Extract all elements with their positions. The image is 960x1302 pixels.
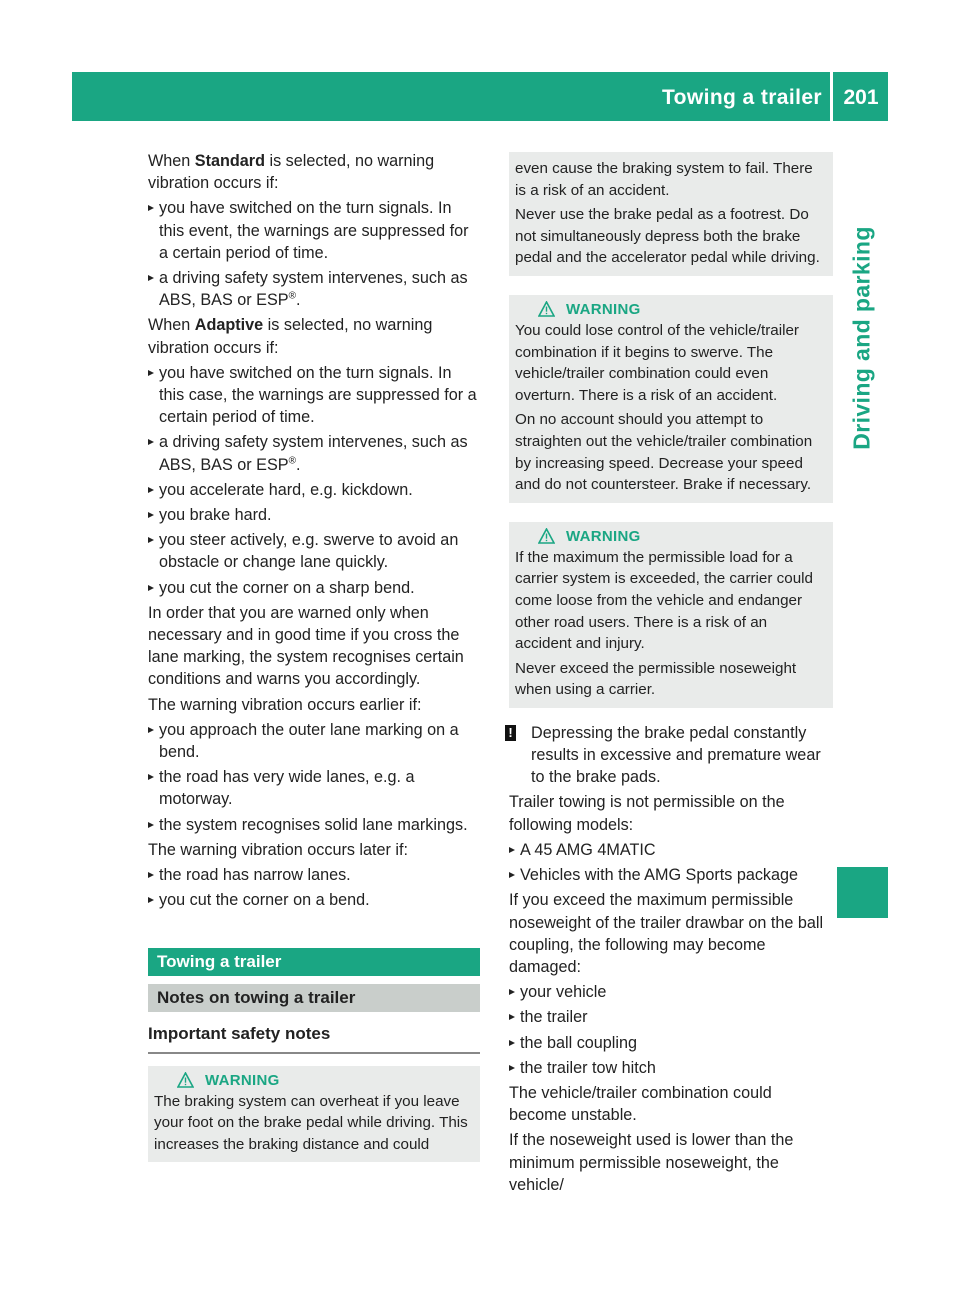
- header-divider: [830, 72, 833, 121]
- keyword-standard: Standard: [194, 152, 265, 170]
- list-item: you cut the corner on a bend.: [148, 889, 480, 911]
- list-item: the ball coupling: [509, 1032, 833, 1054]
- side-tab-label: Driving and parking: [848, 226, 875, 450]
- list-item: you cut the corner on a sharp bend.: [148, 577, 480, 599]
- left-column: [148, 150, 480, 1162]
- warning-text: Never use the brake pedal as a footrest. Do not simultaneously depress both the brake pedal and the accelerator pedal while driving.: [515, 206, 820, 267]
- subheading: Important safety notes: [148, 1021, 480, 1054]
- paragraph-standard: When Standard is selected, no warning vibration occurs if:: [148, 152, 435, 193]
- section-heading: Towing a trailer: [148, 948, 480, 976]
- list-item: you have switched on the turn signals. In this event, the warnings are suppressed for a certain period of time.: [148, 197, 480, 264]
- paragraph: Trailer towing is not permissible on the following models:: [509, 793, 785, 834]
- list-item: your vehicle: [509, 981, 833, 1003]
- warning-text: Never exceed the permissible noseweight when using a carrier.: [515, 659, 797, 699]
- list-item: Vehicles with the AMG Sports package: [509, 864, 833, 886]
- list-item: you accelerate hard, e.g. kickdown.: [148, 479, 480, 501]
- paragraph: The vehicle/trailer combination could become unstable.: [509, 1083, 772, 1125]
- list-item: you approach the outer lane marking on a bend.: [148, 719, 480, 763]
- page-number: 201: [843, 86, 879, 109]
- warning-text: If the maximum the permissible load for a carrier system is exceeded, the carrier could come loose from the vehicle and endanger other road users. There is a risk of an accident and injury.: [515, 548, 813, 653]
- warning-header: [154, 1072, 474, 1089]
- warning-triangle-icon: [177, 1072, 194, 1088]
- subsection-heading: Notes on towing a trailer: [148, 984, 480, 1012]
- paragraph-adaptive: When Adaptive is selected, no warning vibration occurs if:: [148, 316, 433, 357]
- side-tab-marker: [837, 867, 888, 918]
- warning-label: WARNING: [566, 527, 641, 545]
- caution-note: [509, 722, 833, 789]
- keyword-adaptive: Adaptive: [194, 316, 264, 335]
- warning-triangle-icon: [538, 528, 555, 544]
- exclamation-icon: !: [505, 725, 516, 741]
- right-column: [509, 152, 833, 1199]
- paragraph: In order that you are warned only when necessary and in good time if you cross the lane marking, the system recognises certain conditions and warns you accordingly.: [148, 603, 464, 689]
- warning-text: even cause the braking system to fail. There is a risk of an accident.: [515, 160, 813, 199]
- list-item: you steer actively, e.g. swerve to avoid an obstacle or change lane quickly.: [148, 529, 480, 573]
- paragraph: If you exceed the maximum permissible noseweight of the trailer drawbar on the ball coupling, the following may become damaged:: [509, 891, 824, 976]
- list-item: a driving safety system intervenes, such as ABS, BAS or ESP®.: [148, 431, 480, 475]
- warning-label: WARNING: [205, 1071, 280, 1089]
- warning-box: [509, 295, 833, 503]
- list-item: you have switched on the turn signals. In this case, the warnings are suppressed for a certain period of time.: [148, 362, 480, 429]
- page-title: Towing a trailer: [661, 86, 822, 109]
- list-item: the trailer: [509, 1006, 833, 1028]
- warning-box: [509, 522, 833, 708]
- warning-text: You could lose control of the vehicle/trailer combination if it begins to swerve. The vehicle/trailer combination could even overturn. There is a risk of an accident.: [515, 321, 799, 404]
- list-item: the road has narrow lanes.: [148, 864, 480, 886]
- warning-box: [148, 1066, 480, 1163]
- list-item: a driving safety system intervenes, such as ABS, BAS or ESP®.: [148, 267, 480, 311]
- list-item: the trailer tow hitch: [509, 1057, 833, 1079]
- paragraph: The warning vibration occurs later if:: [148, 840, 409, 859]
- warning-text: On no account should you attempt to straighten out the vehicle/trailer combination by increasing speed. Decrease your speed and do not countersteer. Brake if necessary.: [515, 411, 813, 494]
- warning-header: [515, 528, 827, 545]
- warning-text: The braking system can overheat if you leave your foot on the brake pedal while driving. This increases the braking distance and could: [154, 1092, 468, 1153]
- list-item: you brake hard.: [148, 504, 480, 526]
- paragraph: If the noseweight used is lower than the minimum permissible noseweight, the vehicle/: [509, 1131, 794, 1194]
- warning-header: [515, 301, 827, 318]
- list-item: the system recognises solid lane markings.: [148, 814, 480, 836]
- paragraph: The warning vibration occurs earlier if:: [148, 695, 422, 714]
- warning-triangle-icon: [538, 301, 555, 317]
- warning-label: WARNING: [566, 300, 641, 318]
- warning-box-continued: [509, 152, 833, 276]
- list-item: A 45 AMG 4MATIC: [509, 839, 833, 861]
- list-item: the road has very wide lanes, e.g. a motorway.: [148, 766, 480, 810]
- note-text: Depressing the brake pedal constantly results in excessive and premature wear to the brake pads.: [531, 723, 821, 787]
